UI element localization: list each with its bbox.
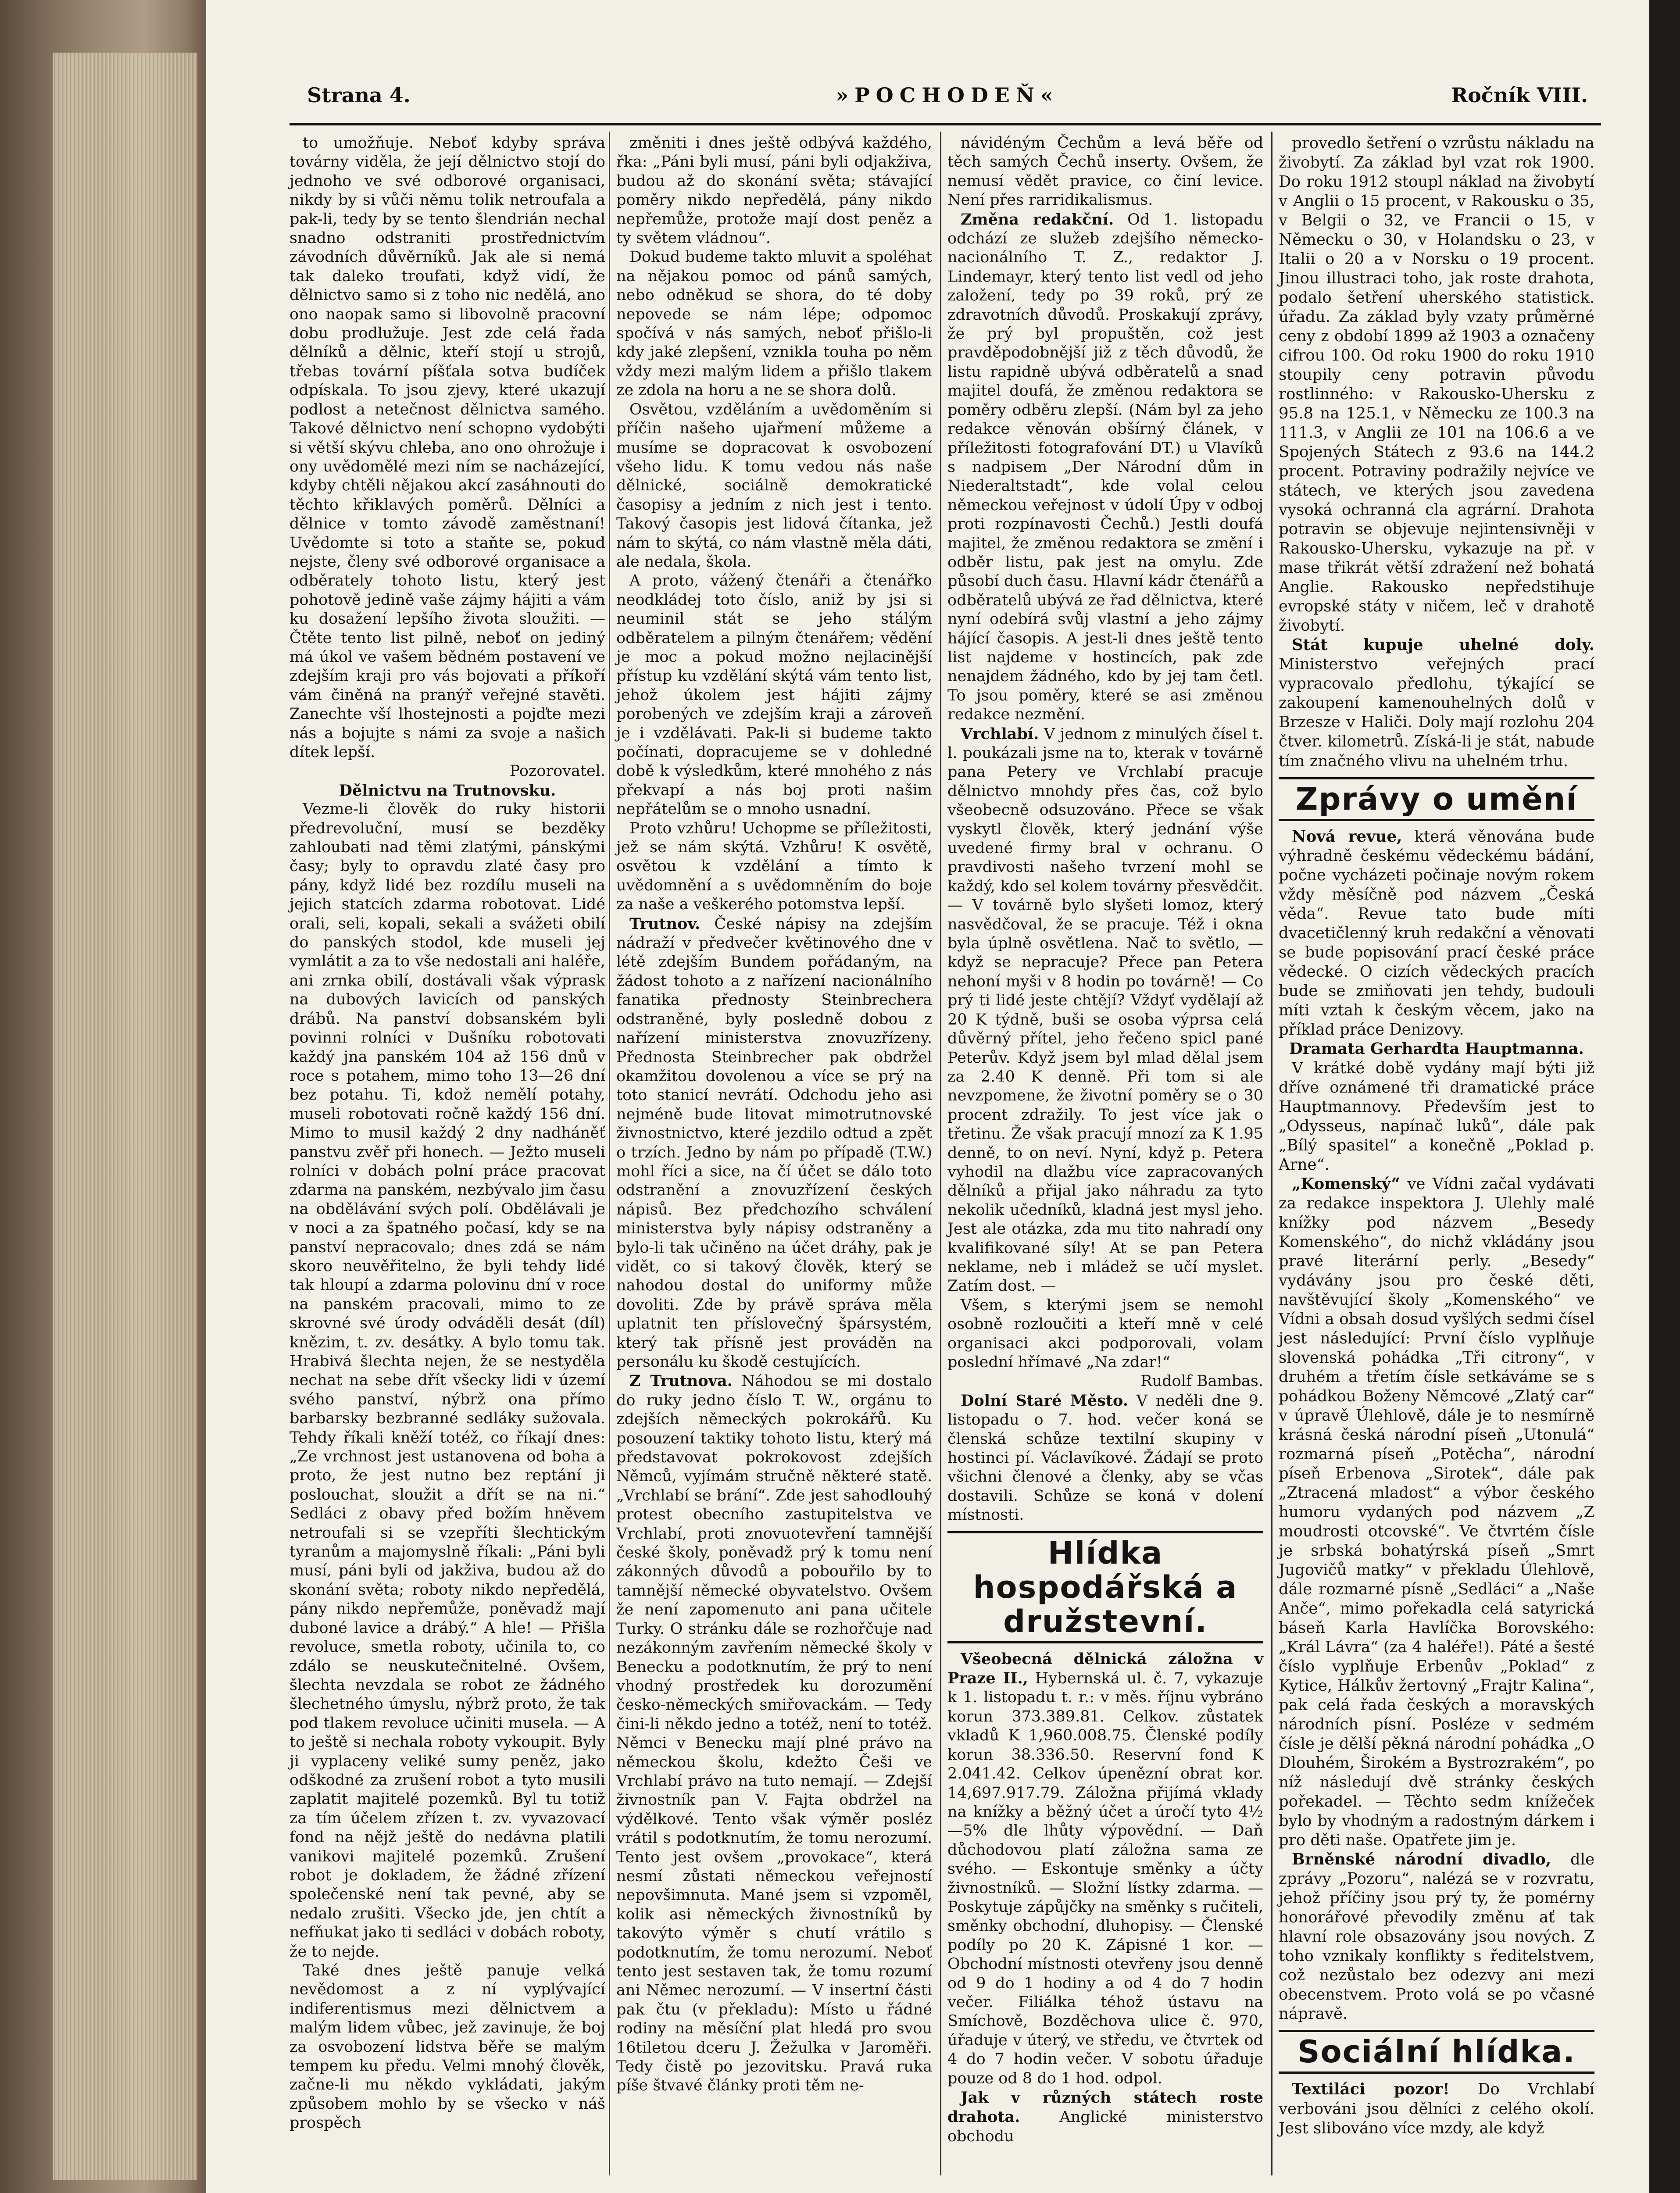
lead-in: „Komenský“ bbox=[1292, 1175, 1401, 1193]
lead-in: Dolní Staré Město. bbox=[961, 1391, 1128, 1410]
article-paragraph bbox=[616, 819, 932, 914]
paragraph-text: České nápisy na zdejším nádraží v předvečer květinového dne v létě zdejším Bundem pořádaným, na žádost tohoto a z nařízení nacionálního fanatika přednosty Steinbrechera odstraněné, byly posledně dobou z nařízení ministerstva znovuzřízeny. Přednosta Steinbrecher pak obdržel okamžitou dovolenou a více se prý na toto stanicí nevrátí. Odchodu jeho asi nejméně bude litovat mimotrutnovské živnostnictvo, které jezdilo odtud a zpět o trzích. Jedno by nám po případě (T.W.) mohl říci a sice, na čí účet se dálo toto odstranění a znovuzřízení českých nápisů. Bez předchozího schválení ministerstva byly nápisy odstraněny a bylo-li tak učiněno na účet dráhy, pak je vidět, co si takový člověk, který se nahodou dostal do uniformy může dovoliti. Zde by právě správa měla uplatnit ten příslovečný špársystém, který tak přísně jest prováděn na personálu ku škodě cestujících. bbox=[616, 915, 932, 1371]
article-paragraph bbox=[290, 134, 605, 762]
book-binding bbox=[0, 0, 206, 2193]
paragraph-text: A proto, vážený čtenáři a čtenářko neodkládej toto číslo, aniž by jsi si neuminil stát se jeho stálým odběratelem a pilným čtenářem; vědění je moc a pokud možno nejlacinější přístup ku vzdělání skýtá vám tento list, jehož úkolem jest hájiti zájmy porobených ve zdejším kraji a zároveň je i vzdělávati. Pak-li si budeme takto počínati, dopracujeme se v dohledné době k výsledkům, které mnohého z nás překvapí a nás boj proti našim nepřátelům se o mnoho usnadní. bbox=[616, 572, 932, 818]
article-paragraph bbox=[616, 134, 932, 248]
article-paragraph bbox=[616, 248, 932, 400]
article-paragraph bbox=[290, 1961, 605, 2133]
article-paragraph bbox=[947, 134, 1263, 210]
column-2 bbox=[616, 134, 932, 2096]
article-paragraph bbox=[1279, 636, 1594, 771]
paragraph-text: Proto vzhůru! Uchopme se příležitosti, jež se nám skýtá. Vzhůru! K osvětě, osvětou k vzdělání a tímto k uvědomnění a s uvědomněním do boje za naše a veškerého potomstva lepší. bbox=[616, 819, 932, 914]
article-paragraph bbox=[616, 400, 932, 572]
paragraph-text: Od 1. listopadu odchází ze služeb zdejšího německo-nacionálního T. Z., redaktor J. Lindemayr, který tento list vedl od jeho založení, tedy po 39 roků, prý ze zdravotních důvodů. Proskakují zprávy, že prý byl propuštěn, což jest pravděpodobnější již z těch důvodů, že listu rapidně ubývá odběratelů a snad majitel doufá, že změnou redaktora se poměry odběru zlepší. (Nám byl za jeho redakce věnován obšírný článek, v příležitosti fotografování DT.) u Vlavíků s nadpisem „Der Národní dům in Niederaltstadt“, kde volal celou německou veřejnost v údolí Úpy v odboj proti rozpínavosti Čechů.) Jestli doufá majitel, že změnou redaktora se změní i odběr listu, pak jest na omylu. Zde působí duch času. Hlavní kádr čtenářů a odběratelů ubývá ze řad dělnictva, které nyní odebírá svůj vlastní a jeho zájmy hájící časopis. A jest-li dnes ještě tento list najdeme v hostincích, pak zde nenajdem žádného, kdo by jej tam četl. To jsou poměry, které se asi změnou redakce nezmění. bbox=[947, 211, 1263, 724]
volume-label: Ročník VIII. bbox=[1451, 83, 1588, 107]
paragraph-text: Osvětou, vzděláním a uvědoměním si příčin našeho ujařmení můžeme a musíme se dopracovat k osvobození všeho lidu. K tomu vedou nás naše dělnické, sociálně demokratické časopisy a jedním z nich jest i tento. Takový časopis jest lidová čítanka, jež nám to skýtá, co nám vlastně měla dáti, ale nedala, škola. bbox=[616, 400, 932, 571]
lead-in: Brněnské národní divadlo, bbox=[1292, 1850, 1551, 1869]
next-page-edge bbox=[1649, 0, 1680, 2193]
column-1 bbox=[290, 134, 605, 2133]
article-paragraph bbox=[947, 1391, 1263, 1525]
article-paragraph bbox=[1279, 1059, 1594, 1175]
article-heading: Dělnictvu na Trutnovsku. bbox=[339, 781, 556, 800]
paragraph-text: ve Vídni začal vydávati za redakce inspektora J. Ulehly malé knížky pod názvem „Besedy Komenského“, do nichž vkládány jsou pravé literární perly. „Besedy“ vydávány jsou pro české děti, navštěvující školy „Komenského“ ve Vídni a obsah dosud vyšlých sedmi čísel jest následující: První číslo vyplňuje slovenská pohádka „Tři citrony“, v druhém a třetím čísle setkáváme se s pohádkou Boženy Němcové „Zlatý car“ v úpravě Úlehlově, dále je to nesmírně krásná česká národní píseň „Utonulá“ rozmarná píseň „Potěcha“, národní píseň Erbenova „Sirotek“, dále pak „Ztracená mladost“ a výbor českého humoru vydaných pod názvem „Z moudrosti otcovské“. Ve čtvrtém čísle je srbská bohatýrská píseň „Smrt Jugovičů matky“ v překladu Úlehlově, dále rozmarné písně „Sedláci“ a „Naše Anče“, mimo pořekadla celá satyrická báseň Karla Havlíčka Borovského: „Král Lávra“ (za 4 haléře!). Páté a šesté číslo vyplňuje Erbenův „Poklad“ z Kytice, Hálkův žertovný „Frajtr Kalina“, pak celá řada českých a moravských národních písní. Posléze v sedmém čísle je dělší pěkná národní pohádka „O Dlouhém, Širokém a Bystrozrakém“, po níž následují dvě stránky českých pořekadel. — Těchto sedm knížeček bylo by vhodným a radostným dárkem i pro děti naše. Opatřete jim je. bbox=[1279, 1175, 1594, 1850]
paragraph-text: Hybernská ul. č. 7, vykazuje k 1. listopadu t. r.: v měs. říjnu vybráno korun 373.389.81. Celkov. zůstatek vkladů K 1,960.008.75. Členské podíly korun 38.336.50. Reservní fond K 2.041.42. Celkov úpenězní obrat kor. 14,697.917.79. Záložna přijímá vklady na knížky a běžný účet a úročí tyto 4½—5% dle lhůty výpovědní. — Daň důchodovou platí záložna sama ze svého. — Eskontuje směnky a účty živnostníků. — Složní lístky zdarma. — Poskytuje zápůjčky na směnky s ručiteli, směnky obchodní, dluhopisy. — Členské podíly po 20 K. Zápisné 1 kor. — Obchodní místnosti otevřeny jsou denně od 9 do 1 hodiny a od 4 do 7 hodin večer. Filiálka téhož ústavu na Smíchově, Bozděchova ulice č. 970, úřaduje v úterý, ve středu, ve čtvrtek od 4 do 7 hodin večer. V sobotu úřaduje pouze od 8 do 1 hod. odpol. bbox=[947, 1670, 1263, 2087]
paragraph-text: Všem, s kterými jsem se nemohl osobně rozloučiti a kteří mně v celé organisaci akci podporovali, volam poslední hřímavé „Na zdar!“ bbox=[947, 1296, 1263, 1371]
column-divider bbox=[940, 132, 941, 2175]
article-paragraph bbox=[1279, 1850, 1594, 2024]
article-paragraph bbox=[1279, 2080, 1594, 2138]
article-paragraph bbox=[1279, 134, 1594, 636]
lead-in: Všeobecná dělnická záložna v Praze II., bbox=[947, 1650, 1263, 1688]
section-heading: Sociální hlídka. bbox=[1279, 2030, 1594, 2074]
header-rule bbox=[290, 123, 1601, 125]
paragraph-text: změniti i dnes ještě odbývá každého, řka: „Páni byli musí, páni byli odjakživa, budou až do skonání světa; stávající poměry nikdo nepředělá, pány nikdo nepřemůže, protože mají dost peněz a ty světem vládnou“. bbox=[616, 134, 932, 247]
paragraph-text: to umožňuje. Neboť kdyby správa továrny viděla, že její dělnictvo stojí do jednoho ve své odborové organisaci, nikdy by si vůči němu tolik netroufala a pak-li, tedy by se tento šlendrián nechal snadno odstraniti prostřednictvím závodních důvěrníků. Jak ale si nemá tak daleko troufati, když vidí, že dělnictvo samo si z toho nic nedělá, ano ono naopak samo si libovolně pracovní dobu prodlužuje. Jest zde celá řada dělníků a dělnic, kteří stojí u strojů, třebas tovární píšťala sotva budíček odpískala. To jsou zjevy, které ukazují podlost a netečnost dělnictva samého. Takové dělnictvo není schopno vydobýti si větší skývu chleba, ano ono ohrožuje i ony uvědomělé mezi ním se nacházející, kdyby chtěli nějakou akcí zasáhnouti do těchto křiklavých poměrů. Dělníci a dělnice v tomto závodě zaměstnaní! Uvědomte si toto a staňte se, pokud nejste, členy své odborové organisace a odběrately tohoto listu, který jest pohotově jedině vaše zájmy hájiti a vám ku dosažení lepšího života sloužiti. — Čtěte tento list pilně, neboť on jediný má úkol ve vašem bědném postavení ve zdejším kraji pro vás bojovati a příkoří vám činěná na pranýř veřejné stavěti. Zanechte vší lhostejnosti a pojďte mezi nás a bojujte s námi za svoje a našich dítek lepší. bbox=[290, 134, 605, 761]
article-paragraph bbox=[616, 914, 932, 1372]
signature: Pozorovatel. bbox=[509, 762, 605, 780]
paragraph-text: V jednom z minulých čísel t. l. poukázali jsme na to, kterak v továrně pana Petery ve Vrchlabí pracuje dělnictvo mnohdy přes čas, což bylo všeobecně odsuzováno. Přece se však vyskytl člověk, který jednání výše uvedené firmy bral v ochranu. O pravdivosti našeho tvrzení mohl se každý, kdo sel kolem továrny přesvědčit. — V továrně bylo slyšeti lomoz, který nasvědčoval, že se pracuje. Též i okna byla úplně osvětlena. Nač to světlo, — když se nepracuje? Přece pan Petera nehoní myši v 8 hodin po továrně! — Co prý ti lidé jeste chtějí? Vždyť vydělají až 20 K týdně, buši se osoba výprsa celá důvěrný přítel, jeho řečeno spicl pané Peterův. Když jsem byl mlad dělal jsem za 2.40 K denně. Při tom si ale nevzpomene, že životní poměry se o 30 procent zdražily. To jest více jak o třetinu. Že však pracují mnozí za K 1.95 denně, to on neví. Nyní, když p. Petera vyhodil na dlažbu více zapracovaných dělníků a přijal jako náhradu za tyto nekolik učedníků, kladná jest mysl jeho. Jest ale otázka, zda mu tito nahradí ony kvalifikované síly! At se pan Petera neklame, neb i mládež se učí myslet. Zatím dost. — bbox=[947, 725, 1263, 1295]
paragraph-text: Vezme-li člověk do ruky historii předrevoluční, musí se bezděky zahloubati nad těmi zlatými, pánskými časy; byly to opravdu zlaté časy pro pány, když lidé bez rozdílu museli na jejich statcích zdarma robotovat. Lidé orali, seli, kopali, sekali a svážeti obilí do panských stodol, kde museli jej vymlátit a za to vše nedostali ani haléře, ani zrnka obilí, dostávali však výprask na dubových lavicích od panských drábů. Na panství dobsanském byli povinni rolníci v Dušníku robotovati každý jna panském 104 až 156 dnů v roce s potahem, mimo toho 13—26 dní bez potahu. Ti, kdož nemělí potahy, museli robotovati ročně každý 156 dní. Mimo to musil každý 2 dny nadháněť panstvu zvěř při honech. — Ježto museli rolníci v dobách polní práce pracovat zdarma na panském, nezbývalo jim času na obdělávání svých polí. Obdělávali je v noci a za špatného počasí, kdy se na panství nepracovalo; dnes zdá se nám skoro neuvěřitelno, že byli tehdy lidé tak hloupí a zdarma polovinu dní v roce na panském pracovali, mimo to ze skrovné své úrody odváděli desát (díl) knězim, t. zv. desátky. A bylo tomu tak. Hrabivá šlechta nejen, že se nestyděla nechat na sebe dřít všecky lidi v území svého panství, nýbrž ona přímo barbarsky bezbranné sedláky sužovala. Tehdy říkali kněží totéž, co říkají dnes: „Ze vrchnost jest ustanovena od boha a proto, že jest nutno bez reptání ji poslouchat, sloužit a dřít se na ni.“ Sedláci z obavy před božím hněvem netroufali si se vzepříti šlechtickým tyranům a majomyslně říkali: „Páni byli musí, páni byli od jakživa, budou až do skonání světa; roboty nikdo nepředělá, pány nikdo nepřemůže, poněvadž mají duboné lavice a drábý.“ A hle! — Přišla revoluce, smetla roboty, učinila to, co zdálo se neuskutečnitelné. Ovšem, šlechta nevzdala se robot ze žádného šlechetného úmyslu, nýbrž proto, že tak pod tlakem revoluce učiniti musela. — A to ještě si nechala roboty vykoupit. Byly ji vyplaceny veliké sumy peněz, jako odškodné za zrušení robot a tyto musili zaplatit majitelé pozemků. Byl tu totiž za tím účelem zřízen t. zv. vyvazovací fond na nějž ještě do nedávna platili vanikovi majitelé pozemků. Zrušení robot je dokladem, že žádné zřízení společenské není tak pevné, aby se nedalo zrušiti. Všecko jde, jen chtít a nefňukat jako ti sedláci v dobách roboty, že to nejde. bbox=[290, 800, 605, 1961]
article-paragraph bbox=[947, 1296, 1263, 1372]
section-heading: Zprávy o umění bbox=[1279, 777, 1594, 821]
page-label: Strana 4. bbox=[307, 83, 411, 107]
paragraph-text: Do Vrchlabí verbováni jsou dělníci z celého okolí. Jest slibováno více mzdy, ale když bbox=[1279, 2080, 1594, 2137]
column-divider bbox=[1271, 132, 1273, 2175]
paragraph-text: Anglické ministerstvo obchodu bbox=[947, 2108, 1263, 2145]
lead-in: Nová revue, bbox=[1292, 827, 1402, 846]
paragraph-text: V krátké době vydány mají býti již dříve oznámené tři dramatické práce Hauptmannovy. Především jest to „Odysseus, napínač luků“, dále pak „Bílý spasitel“ a konečně „Poklad p. Arne“. bbox=[1279, 1059, 1594, 1174]
article-paragraph bbox=[1279, 827, 1594, 1039]
paragraph-text: Náhodou se mi dostalo do ruky jedno číslo T. W., orgánu to zdejších německých pokrokářů. Ku posouzení taktiky tohoto listu, který má představovat pokrokovost zdejších Němců, vyjímám stručně některé statě. „Vrchlabí se brání“. Zde jest sahodlouhý protest obecního zastupitelstva ve Vrchlabí, proti znovuotevření tamnější české školy, poněvadž prý k tomu není zákonných důvodů a pobouřilo by to tamnější německé obyvatelstvo. Ovšem že není zapomenuto ani pana učitele Turky. O stránku dále se rozhořčuje nad nezákonným zavřením německé školy v Benecku a podotknutím, že prý to není vhodný prostředek ku dorozumění česko-německých smiřovackám. — Tedy čini-li někdo jedno a totéž, není to totéž. Němci v Benecku mají plné právo na německou školu, kdežto Češi ve Vrchlabí právo na tuto nemají. — Zdejší živnostník pan V. Fajta obdržel na výdělkové. Tento však výměr posléz vrátil s podotknutím, že tomu nerozumí. Tento jest ovšem „provokace“, která nesmí zůstati německou veřejností nepovšimnuta. Mané jsem si vzpoměl, kolik asi německých živnostníků by takovýto výměr s chutí vrátilo s podotknutím, že tomu nerozumí. Neboť tento jest sestaven tak, že tomu rozumí ani Němec nerozumí. — V insertní části pak čtu (v překladu): Místo u řádné rodiny na měsíční plat hledá pro svou 16tiletou dceru J. Žežulka v Jaroměři. Tedy čistě po jezovitsku. Pravá ruka píše štvavé články proti těm ne- bbox=[616, 1372, 932, 2095]
article-paragraph bbox=[947, 210, 1263, 725]
lead-in: Trutnov. bbox=[629, 914, 701, 933]
article-paragraph bbox=[947, 725, 1263, 1296]
lead-in: Textiláci pozor! bbox=[1292, 2080, 1450, 2099]
paragraph-text: návidéným Čechům a levá běře od těch samých Čechů inserty. Ovšem, že nemusí vědět pravice, co činí levice. Není přes rarridikalismus. bbox=[947, 134, 1263, 209]
article-paragraph bbox=[616, 1372, 932, 2095]
paragraph-text: Také dnes ještě panuje velká nevědomost a z ní vyplývající indiferentismus mezi dělnictvem a malým lidem vůbec, jež zavinuje, že boj za osvobození lidstva běře se malým tempem ku předu. Velmi mnohý člověk, začne-li mu někdo vykládati, jakým způsobem mohlo by se všecko v náš prospěch bbox=[290, 1962, 605, 2132]
article-paragraph bbox=[1279, 1175, 1594, 1850]
signature: Rudolf Bambas. bbox=[1140, 1372, 1263, 1390]
lead-in: Změna redakční. bbox=[961, 210, 1114, 229]
article-paragraph bbox=[616, 571, 932, 819]
newspaper-page bbox=[206, 0, 1649, 2193]
paragraph-text: dle zprávy „Pozoru“, nalézá se v rozvratu, jehož příčiny jsou prý ty, že pomérny honorářové převodily změnu ať tak hlavní role obsazovány jsou nových. Z toho vznikaly konflikty s ředitelstvem, což nezůstalo bez odezvy ani mezi obecenstvem. Proto volá se po včasné nápravě. bbox=[1279, 1850, 1594, 2023]
paragraph-text: Ministerstvo veřejných prací vypracovalo předlohu, týkající se zakoupení kamenouhelných dolů v Brzesze v Haliči. Doly mají rozlohu 204 čtver. kilometrů. Získá-li je stát, nabude tím značného vlivu na uhelném trhu. bbox=[1279, 655, 1594, 770]
article-paragraph bbox=[290, 800, 605, 1961]
paragraph-text: Dokud budeme takto mluvit a spoléhat na nějakou pomoc od pánů samých, nebo odněkud se shora, do té doby nepovede se nám lépe; odpomoc spočívá v nás samých, neboť přišlo-li kdy jaké zlepšení, vznikla touha po něm vždy mezi malým lidem a přišlo tlakem ze zdola na horu a ne se shora dolů. bbox=[616, 248, 932, 400]
section-heading: Hlídka hospodářská a družstevní. bbox=[947, 1531, 1263, 1643]
lead-in: Stát kupuje uhelné doly. bbox=[1292, 636, 1594, 654]
article-heading: Dramata Gerhardta Hauptmanna. bbox=[1289, 1039, 1584, 1058]
article-paragraph bbox=[947, 1650, 1263, 2088]
article-paragraph bbox=[947, 2088, 1263, 2146]
paragraph-text: která věnována bude výhradně českému vědeckému bádání, počne vycházeti počinaje novým rokem vždy měsíčně pod názvem „Česká věda“. Revue tato bude míti dvacetičlenný kruh redakční a věnovati se bude popisování prací české práce vědecké. O cizích vědeckých pracích bude se zmiňovati jen tehdy, budouli míti vztah k českým věcem, jako na příklad práce Denizovy. bbox=[1279, 827, 1594, 1039]
column-divider bbox=[609, 132, 610, 2175]
column-3 bbox=[947, 134, 1263, 2146]
lead-in: Z Trutnova. bbox=[629, 1372, 733, 1390]
paragraph-text: provedlo šetření o vzrůstu nákladu na živobytí. Za základ byl vzat rok 1900. Do roku 1912 stoupl náklad na živobytí v Anglii o 15 procent, v Rakousku o 35, v Belgii o 32, ve Francii o 15, v Německu o 30, v Holandsku o 23, v Italii o 20 a v Norsku o 19 procent. Jinou illustraci toho, jak roste drahota, podalo šetření uherského statistick. úřadu. Za základ byly vzaty průměrné ceny z období 1899 až 1903 a označeny cifrou 100. Od roku 1900 do roku 1910 stoupily ceny potravin původu rostlinného: v Rakousko-Uhersku z 95.8 na 125.1, v Německu ze 100.3 na 111.3, v Anglii ze 101 na 106.6 a ve Spojených Státech z 93.6 na 144.2 procent. Potraviny podražily nejvíce ve státech, ve kterých jsou zavedena vysoká ochranná cla agrární. Drahota potravin se objevuje nejintensivněji v Rakousko-Uhersku, vykazuje na př. v mase třikrát větší zdražení než bohatá Anglie. Rakousko nepředstihuje evropské státy v ničem, leč v drahotě živobytí. bbox=[1279, 134, 1594, 635]
column-4 bbox=[1279, 134, 1594, 2138]
lead-in: Jak v různých státech roste drahota. bbox=[947, 2089, 1263, 2126]
paragraph-text: V neděli dne 9. listopadu o 7. hod. večer koná se členská schůze textilní skupiny v hostinci pí. Václavíkové. Žádají se proto všichni členové a členky, aby se včas dostavili. Schůze se koná v dolení místnosti. bbox=[947, 1392, 1263, 1524]
lead-in: Vrchlabí. bbox=[961, 725, 1039, 743]
page-header bbox=[307, 83, 1588, 114]
page-stack bbox=[53, 53, 197, 2180]
masthead: »POCHODEŇ« bbox=[836, 83, 1059, 107]
